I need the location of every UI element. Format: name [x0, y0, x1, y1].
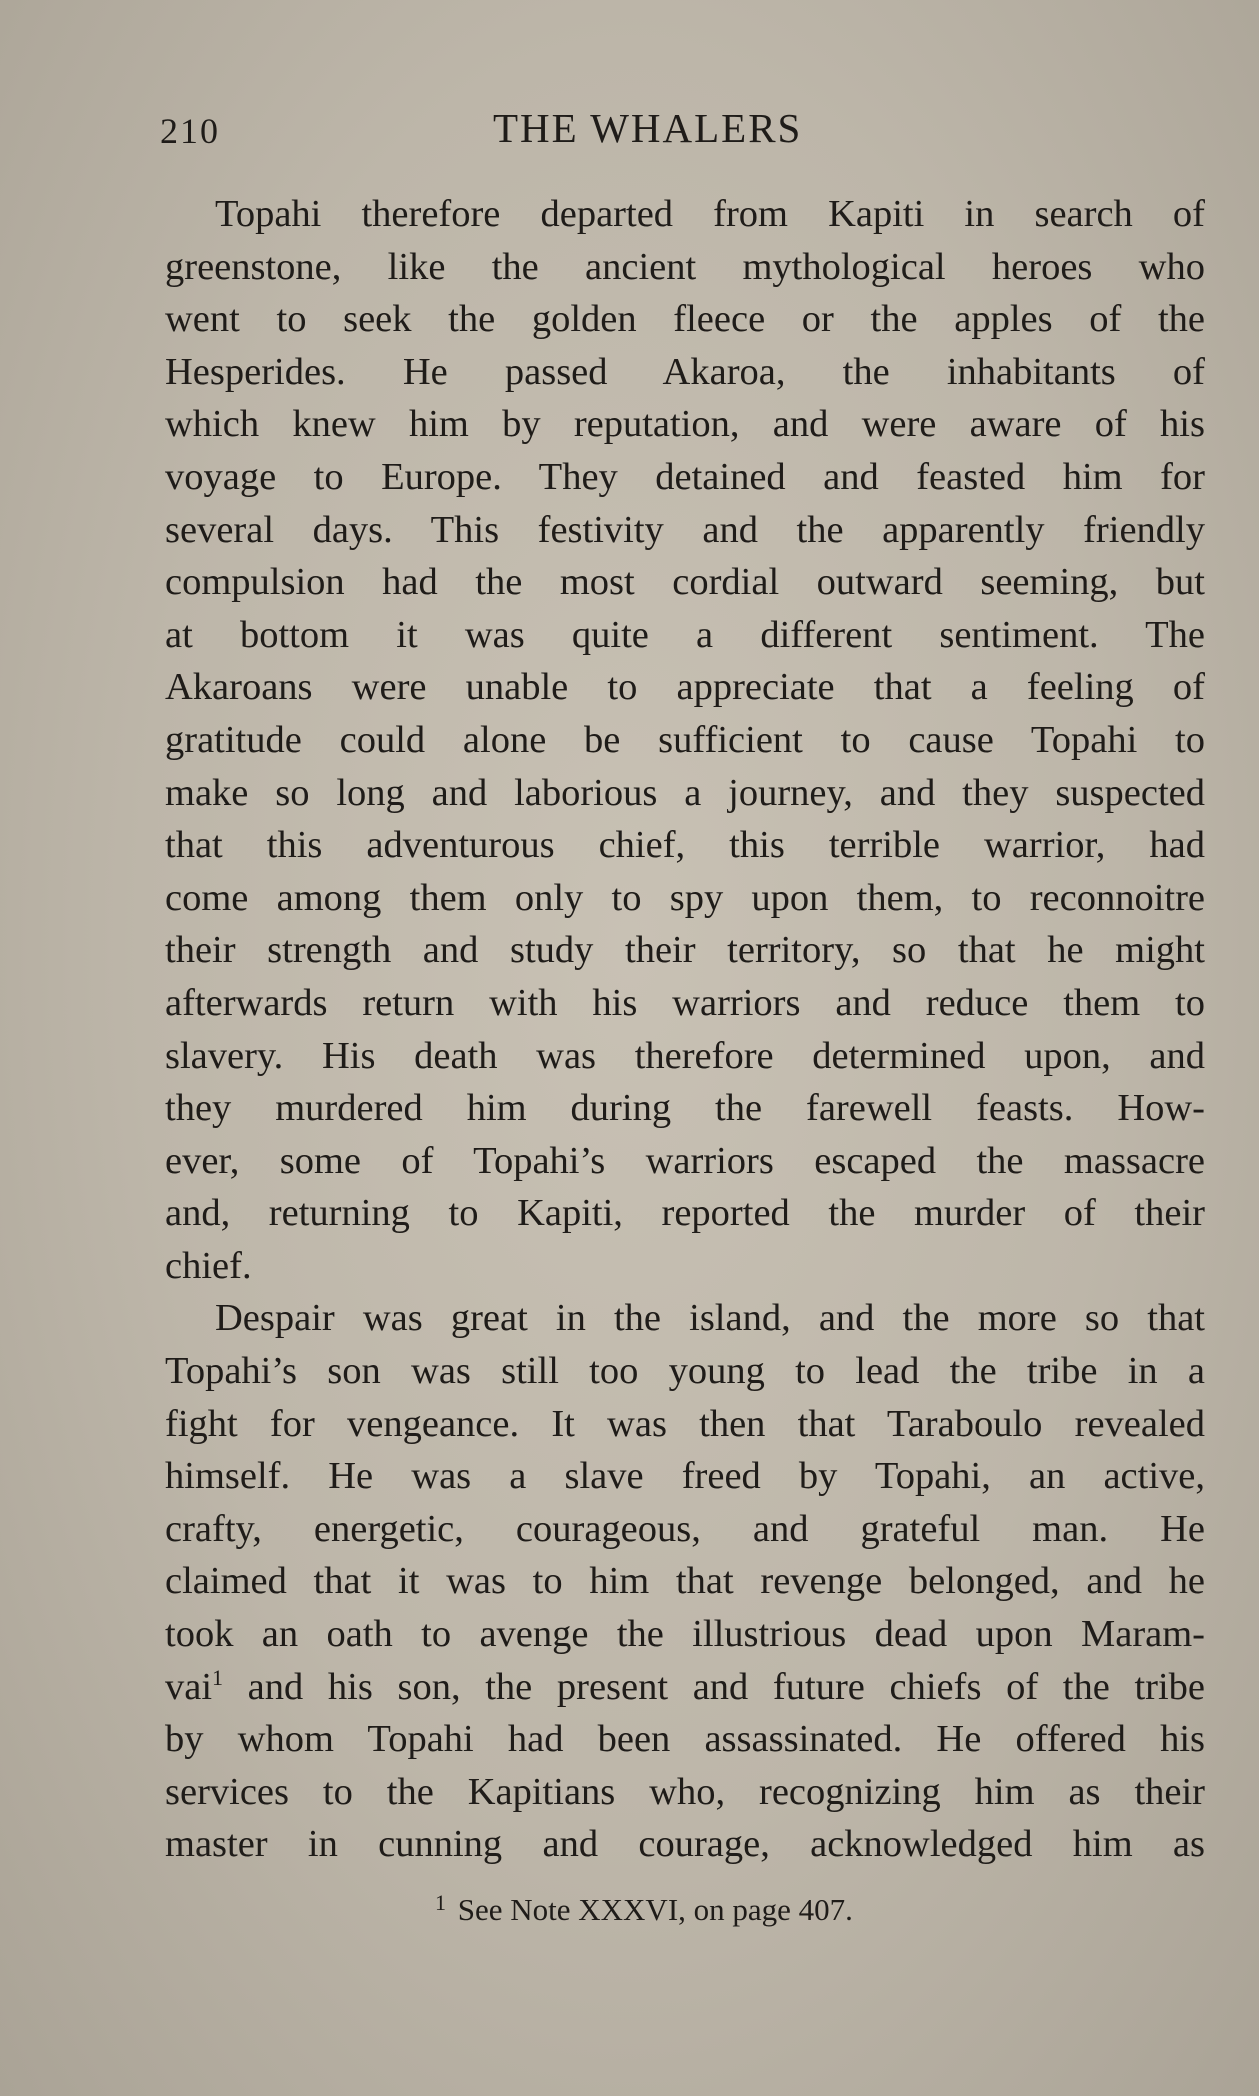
footnote-mark: 1: [435, 1890, 446, 1915]
text-line: himself. He was a slave freed by Topahi, an active,: [165, 1455, 1205, 1498]
text-fragment: and his son, the present and future chiefs of the tribe: [223, 1665, 1205, 1708]
text-line: that this adventurous chief, this terrible warrior, had: [165, 824, 1205, 867]
text-line: Hesperides. He passed Akaroa, the inhabitants of: [165, 350, 1205, 393]
text-line: come among them only to spy upon them, to reconnoitre: [165, 876, 1205, 919]
text-line: Akaroans were unable to appreciate that a feeling of: [165, 666, 1205, 709]
text-line: Despair was great in the island, and the more so that: [215, 1297, 1205, 1340]
text-line: greenstone, like the ancient mythological heroes who: [165, 245, 1205, 288]
text-line: chief.: [165, 1244, 252, 1287]
text-line: Topahi therefore departed from Kapiti in search of: [215, 193, 1205, 235]
text-line: which knew him by reputation, and were aware of his: [165, 403, 1205, 446]
text-line: ever, some of Topahi’s warriors escaped the massacre: [165, 1139, 1205, 1182]
text-line-with-footnote-mark: [165, 1661, 1205, 1714]
chapter-title: THE WHALERS: [493, 105, 803, 151]
body-text: [165, 188, 1205, 1871]
text-line: and, returning to Kapiti, reported the murder of their: [165, 1192, 1205, 1235]
text-line: master in cunning and courage, acknowledged him as: [165, 1823, 1205, 1866]
text-line: crafty, energetic, courageous, and grateful man. He: [165, 1507, 1205, 1550]
text-line: slavery. His death was therefore determined upon, and: [165, 1034, 1205, 1077]
text-line: took an oath to avenge the illustrious dead upon Maram-: [165, 1613, 1205, 1656]
text-line: their strength and study their territory, so that he might: [165, 929, 1205, 972]
text-line: make so long and laborious a journey, and they suspected: [165, 771, 1205, 814]
text-line: by whom Topahi had been assassinated. He offered his: [165, 1718, 1205, 1761]
text-line: afterwards return with his warriors and reduce them to: [165, 981, 1205, 1024]
text-line: voyage to Europe. They detained and feasted him for: [165, 455, 1205, 498]
text-line: at bottom it was quite a different sentiment. The: [165, 613, 1205, 656]
text-line: Topahi’s son was still too young to lead the tribe in a: [165, 1350, 1205, 1393]
footnote: [435, 1890, 853, 1928]
text-line: they murdered him during the farewell feasts. How-: [165, 1087, 1205, 1130]
text-line: claimed that it was to him that revenge belonged, and he: [165, 1560, 1205, 1603]
text-line: went to seek the golden fleece or the apples of the: [165, 298, 1205, 341]
text-line: several days. This festivity and the apparently friendly: [165, 508, 1205, 551]
paragraph-1: [165, 188, 1205, 1292]
text-line: services to the Kapitians who, recognizing him as their: [165, 1770, 1205, 1813]
text-fragment: vai: [165, 1665, 213, 1708]
text-line: fight for vengeance. It was then that Taraboulo revealed: [165, 1402, 1205, 1445]
footnote-text: See Note XXXVI, on page 407.: [457, 1892, 853, 1927]
text-line: gratitude could alone be sufficient to cause Topahi to: [165, 718, 1205, 761]
page-number: 210: [160, 111, 220, 151]
footnote-reference[interactable]: 1: [212, 1664, 224, 1690]
paragraph-2: [165, 1292, 1205, 1871]
text-line: compulsion had the most cordial outward seeming, but: [165, 561, 1205, 604]
running-head: [160, 104, 1205, 164]
